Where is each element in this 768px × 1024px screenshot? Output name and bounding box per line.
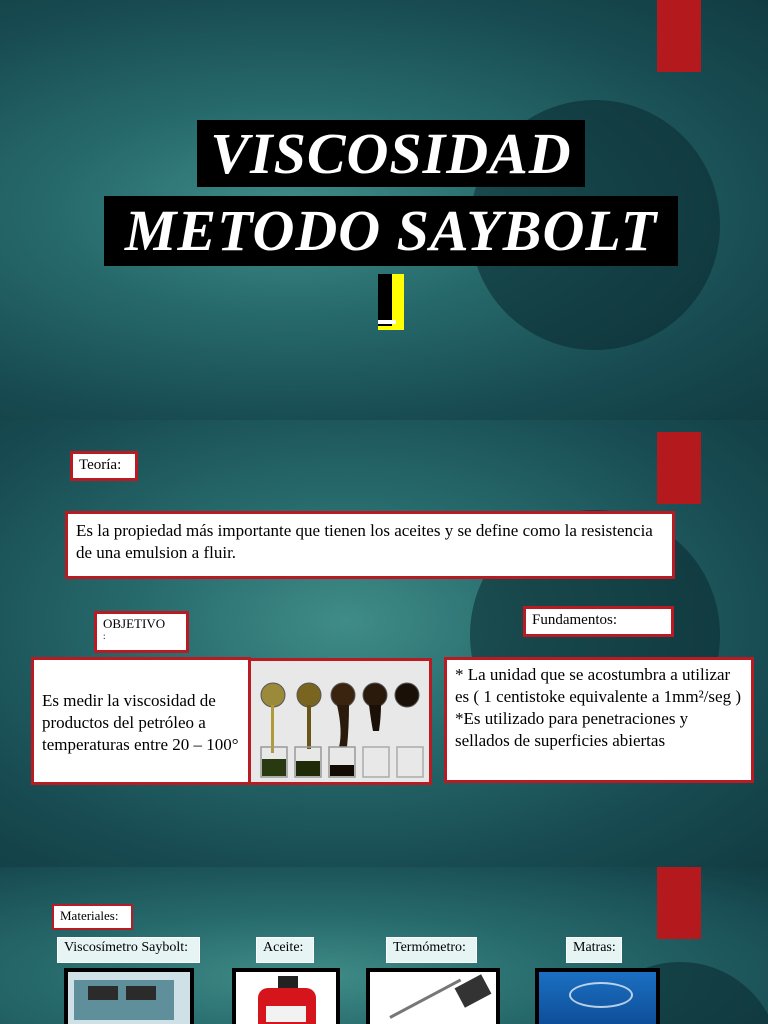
objetivo-label-colon: : [103, 631, 106, 641]
machine-panel [126, 986, 156, 1000]
red-accent-bar [657, 0, 701, 72]
material-label-aceite: Aceite: [256, 937, 314, 963]
teoria-label: Teoría: [70, 451, 138, 481]
text-cursor-mark [378, 274, 404, 330]
fundamentos-label: Fundamentos: [523, 606, 674, 637]
title-line-1: VISCOSIDAD [197, 120, 585, 187]
oil-samples-image [248, 658, 432, 785]
materials-slide [0, 867, 768, 1024]
content-slide [0, 420, 768, 867]
material-label-termometro: Termómetro: [386, 937, 477, 963]
machine-panel [88, 986, 118, 1000]
flask-glass [569, 982, 633, 1008]
objetivo-label-text: OBJETIVO [103, 616, 166, 631]
flask-image [535, 968, 660, 1024]
material-label-viscosimetro: Viscosímetro Saybolt: [57, 937, 200, 963]
materiales-label: Materiales: [52, 904, 133, 930]
oil-bottle-image [232, 968, 340, 1024]
thermometer-image [366, 968, 500, 1024]
red-accent-bar [657, 432, 701, 504]
viscosimeter-image [64, 968, 194, 1024]
material-label-matras: Matras: [566, 937, 622, 963]
objetivo-label [94, 611, 189, 653]
title-slide [0, 0, 768, 420]
objetivo-text: Es medir la viscosidad de productos del petróleo a temperaturas entre 20 – 100° [31, 657, 251, 785]
title-line-2: METODO SAYBOLT [104, 196, 678, 266]
oil-pour-illustration [251, 661, 429, 782]
fundamentos-point-2: *Es utilizado para penetraciones y sellados de superficies abiertas [455, 709, 689, 750]
red-accent-bar [657, 867, 701, 939]
thermometer-probe [389, 979, 461, 1019]
teoria-text: Es la propiedad más importante que tienen los aceites y se define como la resistencia de una emulsion a fluir. [65, 511, 675, 579]
fundamentos-point-1: * La unidad que se acostumbra a utilizar es ( 1 centistoke equivalente a 1mm²/seg ) [455, 665, 741, 706]
fundamentos-text [444, 657, 754, 783]
bottle-label [266, 1006, 306, 1022]
